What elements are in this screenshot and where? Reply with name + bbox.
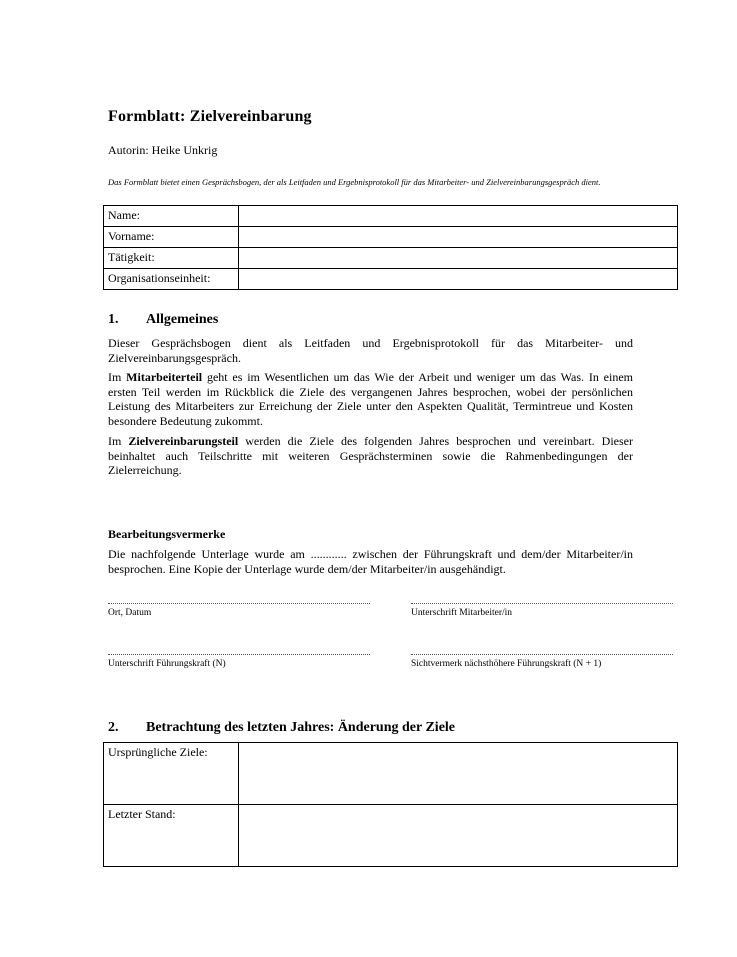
personal-data-table xyxy=(103,205,678,290)
signature-caption: Sichtvermerk nächsthöhere Führungskraft (N + 1) xyxy=(411,659,602,669)
signature-ort-datum xyxy=(108,603,370,618)
goals-table xyxy=(103,742,678,867)
signature-caption: Unterschrift Mitarbeiter/in xyxy=(411,608,513,618)
table-row xyxy=(104,227,678,248)
para2-prefix: Im xyxy=(108,370,127,384)
signature-sichtvermerk xyxy=(411,654,673,669)
bearbeitungsvermerke-heading: Bearbeitungsvermerke xyxy=(108,527,226,541)
intro-note: Das Formblatt bietet einen Gesprächsbogen, der als Leitfaden und Ergebnisprotokoll für das Mitarbeiter- und Zielvereinbarungsgespräch dient. xyxy=(108,177,601,187)
signature-fuehrungskraft xyxy=(108,654,370,669)
name-field[interactable] xyxy=(239,206,678,227)
para3-bold-term: Zielvereinbarungsteil xyxy=(128,434,239,448)
organisationseinheit-label: Organisationseinheit: xyxy=(104,269,239,290)
author-line: Autorin: Heike Unkrig xyxy=(108,143,218,157)
vorname-label: Vorname: xyxy=(104,227,239,248)
table-row xyxy=(104,743,678,805)
para3-rest: werden die Ziele des folgenden Jahres besprochen und vereinbart. Dieser beinhaltet auch Teilschritte mit weiteren Gesprächsterminen sowie die Rahmenbedingungen der Zielerreichung. xyxy=(108,434,633,477)
para3-prefix: Im xyxy=(108,434,129,448)
signature-caption: Unterschrift Führungskraft (N) xyxy=(108,659,226,669)
para2-rest: geht es im Wesentlichen um das Wie der Arbeit und weniger um das Was. In einem ersten Teil werden im Rückblick die Ziele des vergangenen Jahres besprochen, wobei der persönlichen Leistung des Mitarbeiters zur Erreichung der Ziele unter den Aspekten Qualität, Termintreue und Kosten besondere Bedeutung zukommt. xyxy=(108,370,633,428)
signature-caption: Ort, Datum xyxy=(108,608,152,618)
section-2-title: Betrachtung des letzten Jahres: Änderung der Ziele xyxy=(146,720,456,735)
table-row xyxy=(104,805,678,867)
taetigkeit-label: Tätigkeit: xyxy=(104,248,239,269)
section-1-number: 1. xyxy=(108,312,119,327)
organisationseinheit-field[interactable] xyxy=(239,269,678,290)
section-1-title: Allgemeines xyxy=(146,312,219,327)
table-row xyxy=(104,206,678,227)
signature-mitarbeiter xyxy=(411,603,673,618)
urspruengliche-ziele-field[interactable] xyxy=(239,743,678,805)
section-1-paragraph-2 xyxy=(108,370,633,428)
taetigkeit-field[interactable] xyxy=(239,248,678,269)
letzter-stand-field[interactable] xyxy=(239,805,678,867)
letzter-stand-label: Letzter Stand: xyxy=(104,805,239,867)
section-2-heading xyxy=(108,720,455,736)
para2-bold-term: Mitarbeiterteil xyxy=(126,370,203,384)
table-row xyxy=(104,248,678,269)
urspruengliche-ziele-label: Ursprüngliche Ziele: xyxy=(104,743,239,805)
section-1-heading xyxy=(108,312,218,328)
page-title: Formblatt: Zielvereinbarung xyxy=(108,108,312,125)
vorname-field[interactable] xyxy=(239,227,678,248)
table-row xyxy=(104,269,678,290)
section-2-number: 2. xyxy=(108,720,119,735)
section-1-paragraph-1: Dieser Gesprächsbogen dient als Leitfaden und Ergebnisprotokoll für das Mitarbeiter- und Zielvereinbarungsgespräch. xyxy=(108,336,633,365)
section-1-paragraph-3 xyxy=(108,434,633,478)
bearbeitungsvermerke-text: Die nachfolgende Unterlage wurde am ............ zwischen der Führungskraft und dem/der Mitarbeiter/in besprochen. Eine Kopie der Unterlage wurde dem/der Mitarbeiter/in ausgehändigt. xyxy=(108,547,633,576)
name-label: Name: xyxy=(104,206,239,227)
